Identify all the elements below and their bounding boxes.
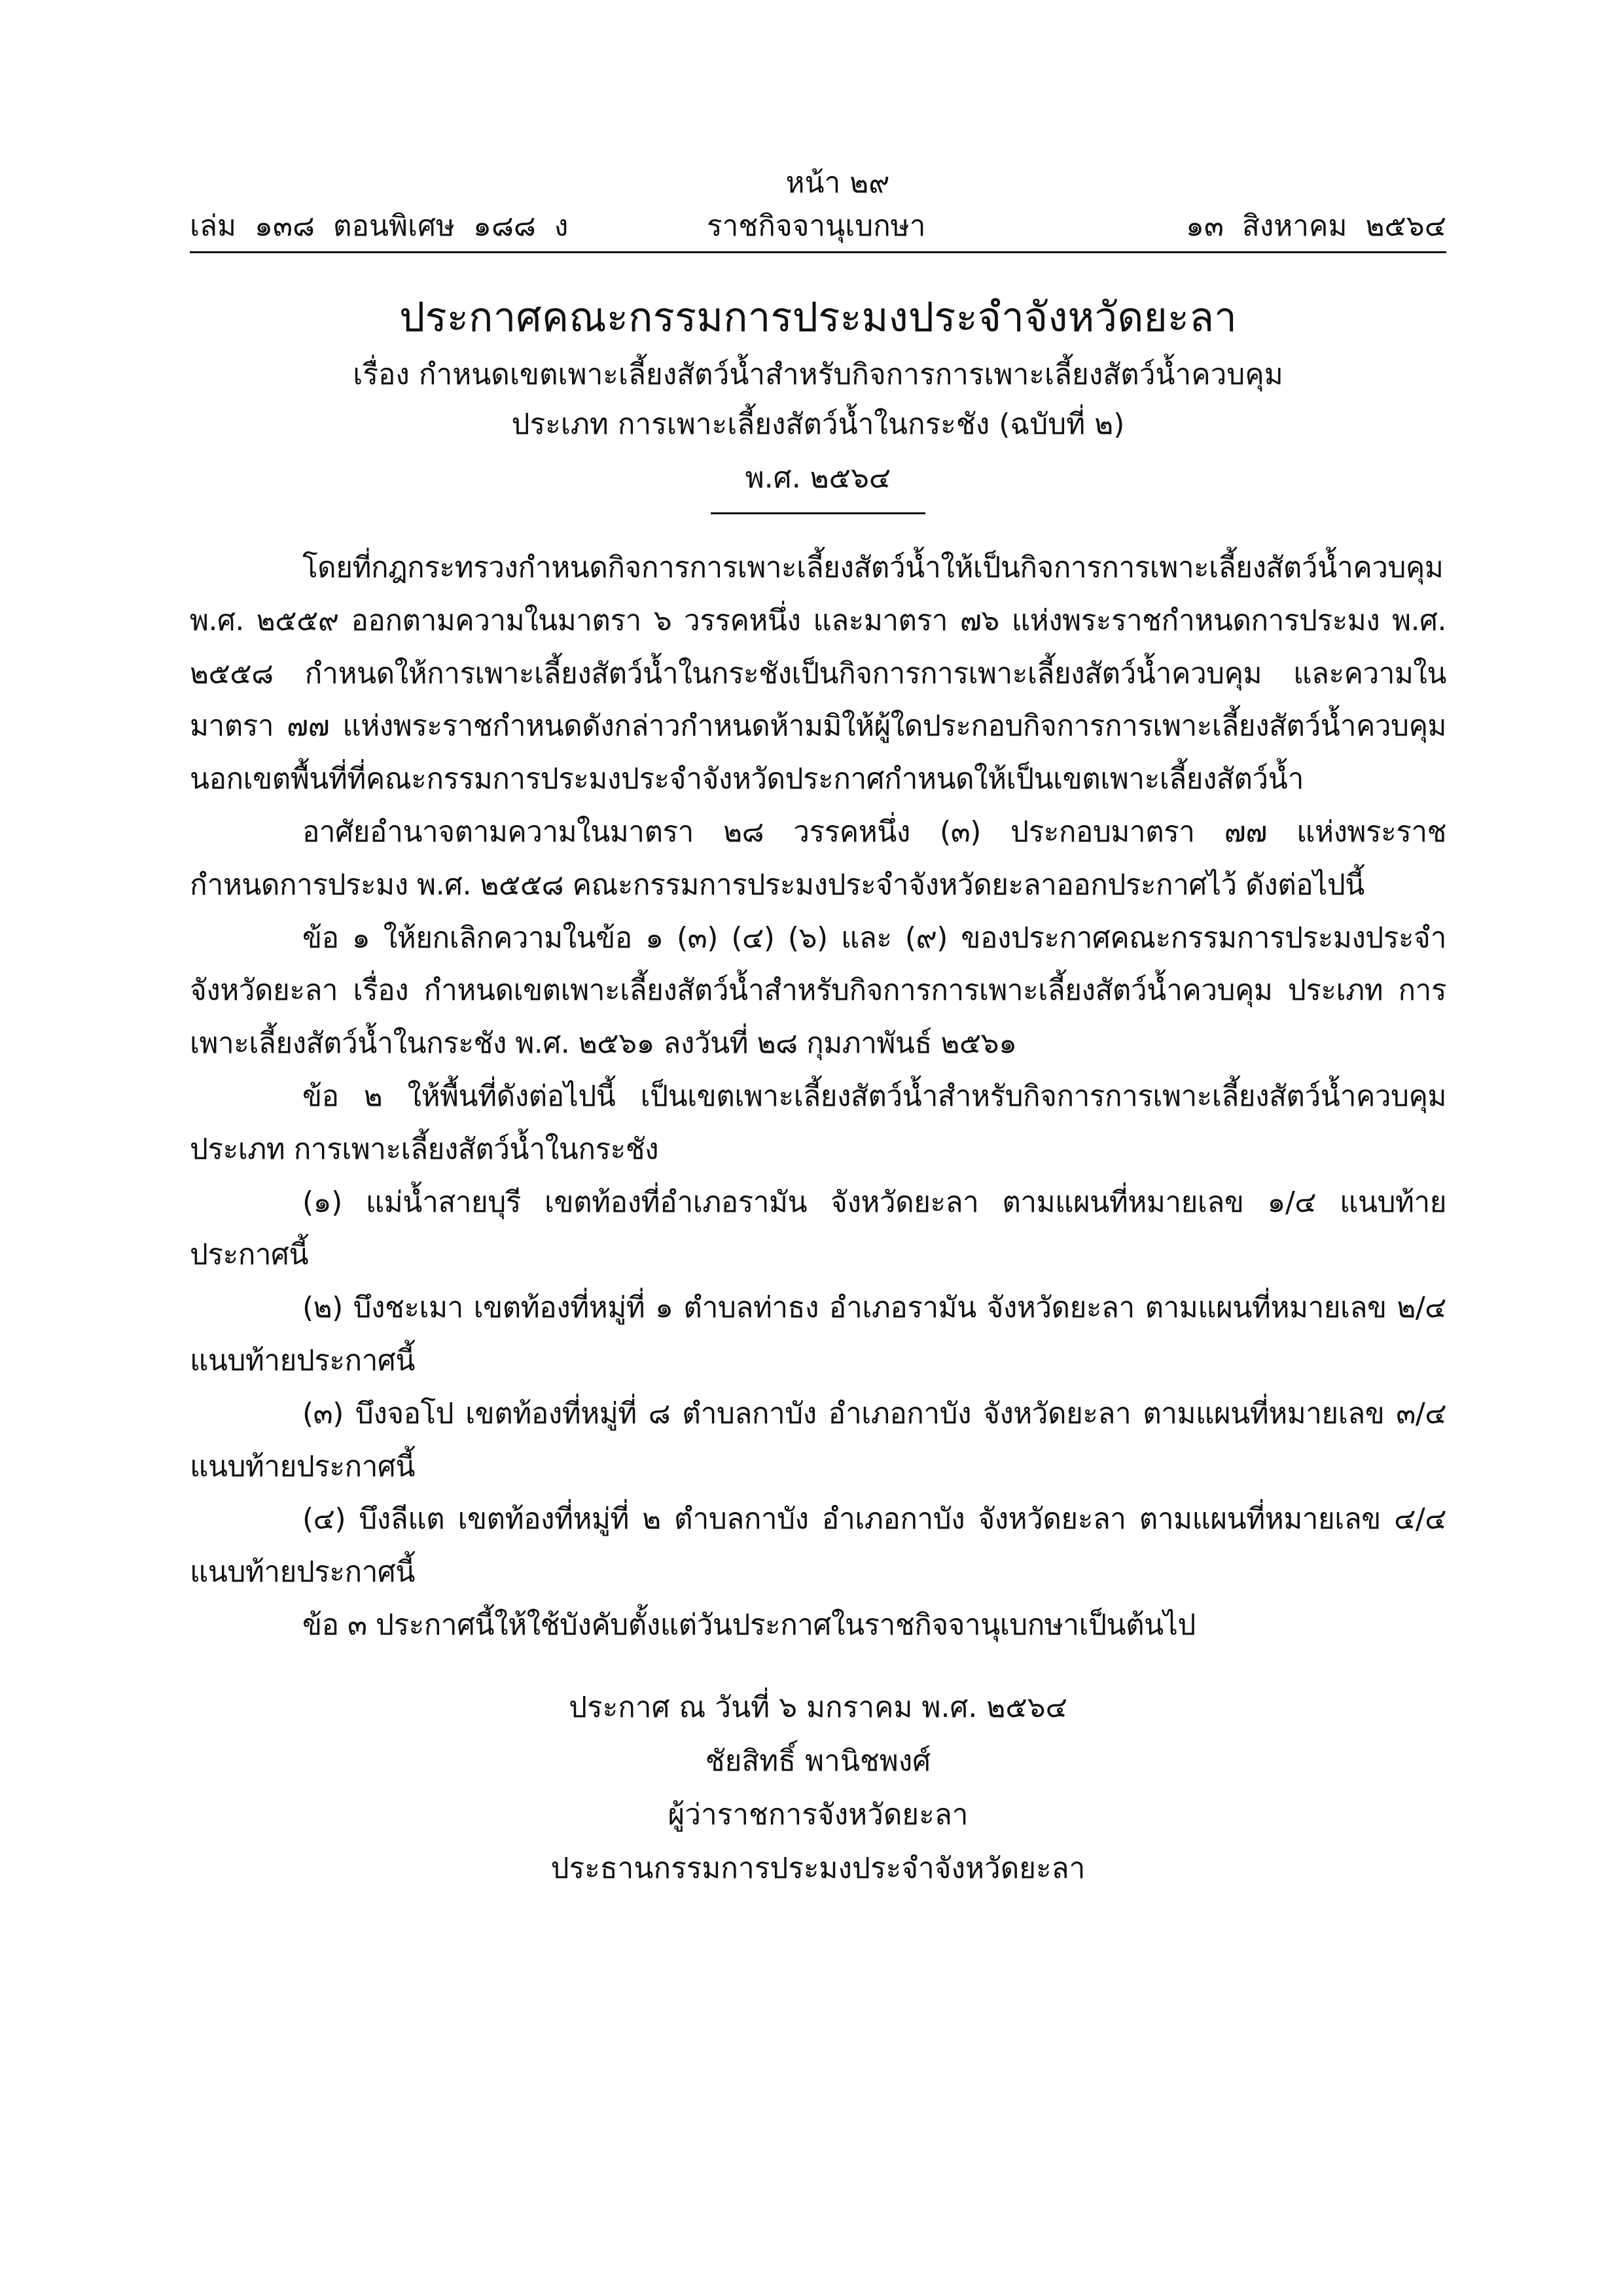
preamble-paragraph: โดยที่กฎกระทรวงกำหนดกิจการการเพาะเลี้ยงสัตว์น้ำให้เป็นกิจการการเพาะเลี้ยงสัตว์น้ำควบคุม พ.ศ. ๒๕๕๙ ออกตามความในมาตรา ๖ วรรคหนึ่ง และมาตรา ๗๖ แห่งพระราชกำหนดการประมง พ.ศ. ๒๕๕๘ กำหนดให้การเพาะเลี้ยงสัตว์น้ำในกระชังเป็นกิจการการเพาะเลี้ยงสัตว์น้ำควบคุม และความในมาตรา ๗๗ แห่งพระราชกำหนดดังกล่าวกำหนดห้ามมิให้ผู้ใดประกอบกิจการการเพาะเลี้ยงสัตว์น้ำควบคุมนอกเขตพื้นที่ที่คณะกรรมการประมงประจำจังหวัดประกาศกำหนดให้เป็นเขตเพาะเลี้ยงสัตว์น้ำ xyxy=(190,551,1446,796)
page-number: หน้า ๒๙ xyxy=(785,166,890,200)
subject-line-2: ประเภท การเพาะเลี้ยงสัตว์น้ำในกระชัง (ฉบับที่ ๒) xyxy=(511,408,1125,441)
announcement-title: ประกาศคณะกรรมการประมงประจำจังหวัดยะลา xyxy=(399,293,1237,341)
header-volume-info xyxy=(190,203,586,250)
gazette-name: ราชกิจจานุเบกษา xyxy=(707,209,926,243)
signatory-position: ผู้ว่าราชการจังหวัดยะลา xyxy=(668,1797,969,1831)
section-letter: ง xyxy=(554,209,569,243)
gazette-header xyxy=(190,203,1446,250)
header-date-year: ๒๕๖๔ xyxy=(1365,209,1446,243)
clause-2-item-1: (๑) แม่น้ำสายบุรี เขตท้องที่อำเภอรามัน จังหวัดยะลา ตามแผนที่หมายเลข ๑/๔ แนบท้ายประกาศนี้ xyxy=(190,1185,1447,1272)
announcement-body xyxy=(190,542,1446,1652)
signature-block xyxy=(190,1681,1446,1896)
authority-paragraph: อาศัยอำนาจตามความในมาตรา ๒๘ วรรคหนึ่ง (๓) ประกอบมาตรา ๗๗ แห่งพระราชกำหนดการประมง พ.ศ. ๒๕๕๘ คณะกรรมการประมงประจำจังหวัดยะลาออกประกาศไว้ ดังต่อไปนี้ xyxy=(190,815,1446,902)
clause-2-item-4: (๔) บึงลีแต เขตท้องที่หมู่ที่ ๒ ตำบลกาบัง อำเภอกาบัง จังหวัดยะลา ตามแผนที่หมายเลข ๔/๔ แนบท้ายประกาศนี้ xyxy=(190,1502,1446,1589)
issue-label: ตอนพิเศษ xyxy=(332,209,455,243)
gazette-page xyxy=(190,164,1446,1896)
signatory-chair-position: ประธานกรรมการประมงประจำจังหวัดยะลา xyxy=(550,1851,1086,1885)
header-divider xyxy=(190,251,1446,253)
clause-2: ข้อ ๒ ให้พื้นที่ดังต่อไปนี้ เป็นเขตเพาะเลี้ยงสัตว์น้ำสำหรับกิจการการเพาะเลี้ยงสัตว์น้ำควบคุม ประเภท การเพาะเลี้ยงสัตว์น้ำในกระชัง xyxy=(190,1079,1446,1166)
header-date-day: ๑๓ xyxy=(1185,209,1224,243)
title-divider xyxy=(711,512,925,514)
header-date xyxy=(1168,203,1446,250)
volume-label: เล่ม xyxy=(190,209,237,243)
issue-number: ๑๘๘ xyxy=(473,209,536,243)
volume-number: ๑๓๘ xyxy=(255,209,315,243)
header-date-month: สิงหาคม xyxy=(1241,209,1347,243)
subject-line-1: เรื่อง กำหนดเขตเพาะเลี้ยงสัตว์น้ำสำหรับกิจการการเพาะเลี้ยงสัตว์น้ำควบคุม xyxy=(353,358,1283,391)
clause-2-item-2: (๒) บึงชะเมา เขตท้องที่หมู่ที่ ๑ ตำบลท่าธง อำเภอรามัน จังหวัดยะลา ตามแผนที่หมายเลข ๒/๔ แนบท้ายประกาศนี้ xyxy=(190,1291,1446,1377)
announcement-year: พ.ศ. ๒๕๖๔ xyxy=(745,461,891,495)
clause-1: ข้อ ๑ ให้ยกเลิกความในข้อ ๑ (๓) (๔) (๖) และ (๙) ของประกาศคณะกรรมการประมงประจำจังหวัดยะลา เรื่อง กำหนดเขตเพาะเลี้ยงสัตว์น้ำสำหรับกิจการการเพาะเลี้ยงสัตว์น้ำควบคุม ประเภท การเพาะเลี้ยงสัตว์น้ำในกระชัง พ.ศ. ๒๕๖๑ ลงวันที่ ๒๘ กุมภาพันธ์ ๒๕๖๑ xyxy=(190,921,1446,1061)
signatory-name: ชัยสิทธิ์ พานิชพงศ์ xyxy=(705,1744,931,1778)
clause-3: ข้อ ๓ ประกาศนี้ให้ใช้บังคับตั้งแต่วันประกาศในราชกิจจานุเบกษาเป็นต้นไป xyxy=(302,1608,1196,1642)
clause-2-item-3: (๓) บึงจอโป เขตท้องที่หมู่ที่ ๘ ตำบลกาบัง อำเภอกาบัง จังหวัดยะลา ตามแผนที่หมายเลข ๓/๔ แนบท้ายประกาศนี้ xyxy=(190,1396,1446,1483)
announcement-date: ประกาศ ณ วันที่ ๖ มกราคม พ.ศ. ๒๕๖๔ xyxy=(569,1690,1067,1724)
